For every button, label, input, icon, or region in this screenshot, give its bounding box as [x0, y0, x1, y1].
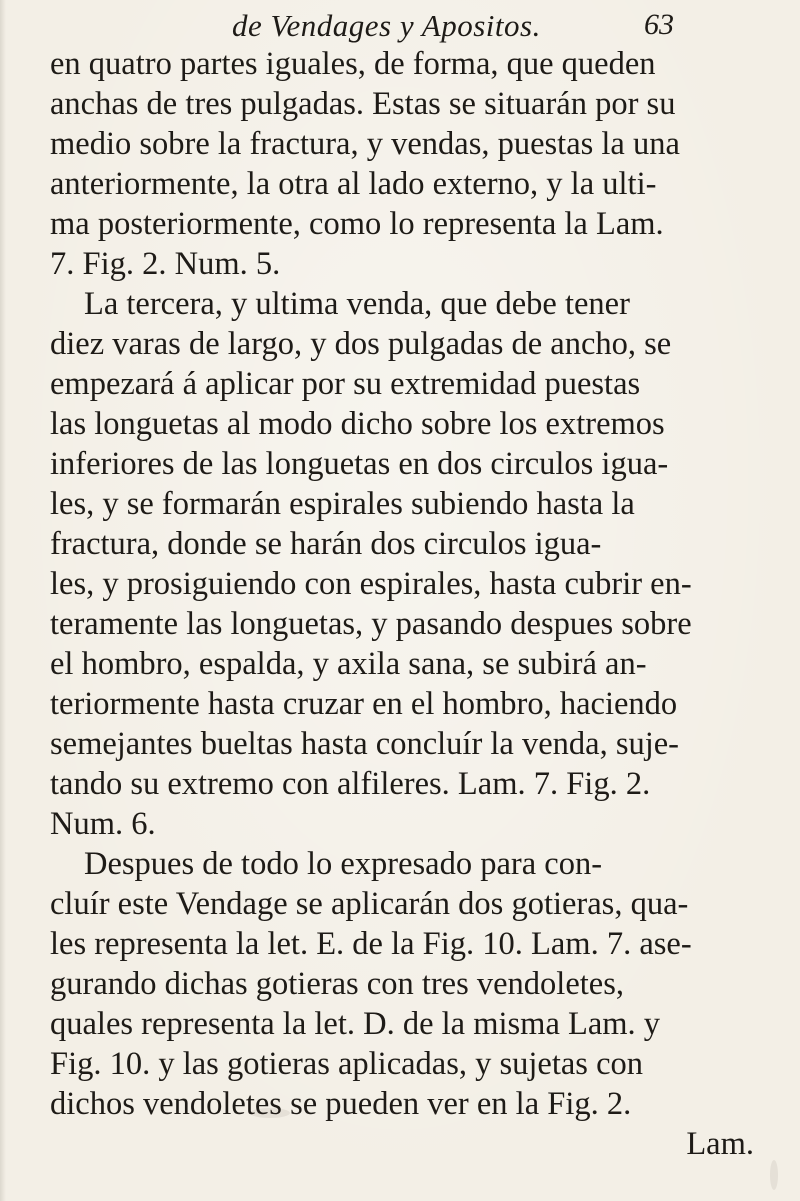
text-line: inferiores de las longuetas en dos circulos igua- — [50, 446, 669, 482]
page-edge-shadow — [0, 0, 6, 1201]
text-line: les, y se formarán espirales subiendo hasta la — [50, 486, 635, 522]
text-line: semejantes bueltas hasta concluír la venda, suje- — [50, 726, 680, 762]
text-line: diez varas de largo, y dos pulgadas de ancho, se — [50, 326, 672, 362]
paper-stain — [250, 1108, 290, 1118]
page-number: 63 — [644, 8, 674, 41]
text-line: Num. 6. — [50, 806, 156, 842]
text-line: La tercera, y ultima venda, que debe tener — [84, 286, 630, 322]
text-line: Despues de todo lo expresado para con- — [84, 846, 603, 882]
text-line: 7. Fig. 2. Num. 5. — [50, 246, 281, 282]
running-title: de Vendages y Apositos. — [232, 8, 541, 43]
text-line: Fig. 10. y las gotieras aplicadas, y sujetas con — [50, 1046, 643, 1082]
text-line: anchas de tres pulgadas. Estas se situarán por su — [50, 86, 676, 122]
text-line: cluír este Vendage se aplicarán dos gotieras, qua- — [50, 886, 689, 922]
text-line: tando su extremo con alfileres. Lam. 7. Fig. 2. — [50, 766, 651, 802]
text-line: les representa la let. E. de la Fig. 10. Lam. 7. ase- — [50, 926, 692, 962]
text-line: teramente las longuetas, y pasando despues sobre — [50, 606, 692, 642]
paper-stain — [770, 1160, 778, 1190]
text-line: quales representa la let. D. de la misma Lam. y — [50, 1006, 661, 1042]
text-line: dichos vendoletes se pueden ver en la Fig. 2. — [50, 1086, 632, 1122]
text-line: las longuetas al modo dicho sobre los extremos — [50, 406, 665, 442]
text-line: medio sobre la fractura, y vendas, puestas la una — [50, 126, 680, 162]
text-line: anteriormente, la otra al lado externo, y la ulti- — [50, 166, 657, 202]
catchword: Lam. — [686, 1126, 754, 1162]
text-line: en quatro partes iguales, de forma, que queden — [50, 46, 656, 82]
text-line: fractura, donde se harán dos circulos igua- — [50, 526, 602, 562]
text-line: ma posteriormente, como lo representa la Lam. — [50, 206, 664, 242]
text-line: gurando dichas gotieras con tres vendoletes, — [50, 966, 624, 1002]
text-line: teriormente hasta cruzar en el hombro, haciendo — [50, 686, 678, 722]
text-line: el hombro, espalda, y axila sana, se subirá an- — [50, 646, 647, 682]
page-header — [0, 8, 800, 48]
text-line: les, y prosiguiendo con espirales, hasta cubrir en- — [50, 566, 692, 602]
text-line: empezará á aplicar por su extremidad puestas — [50, 366, 641, 402]
